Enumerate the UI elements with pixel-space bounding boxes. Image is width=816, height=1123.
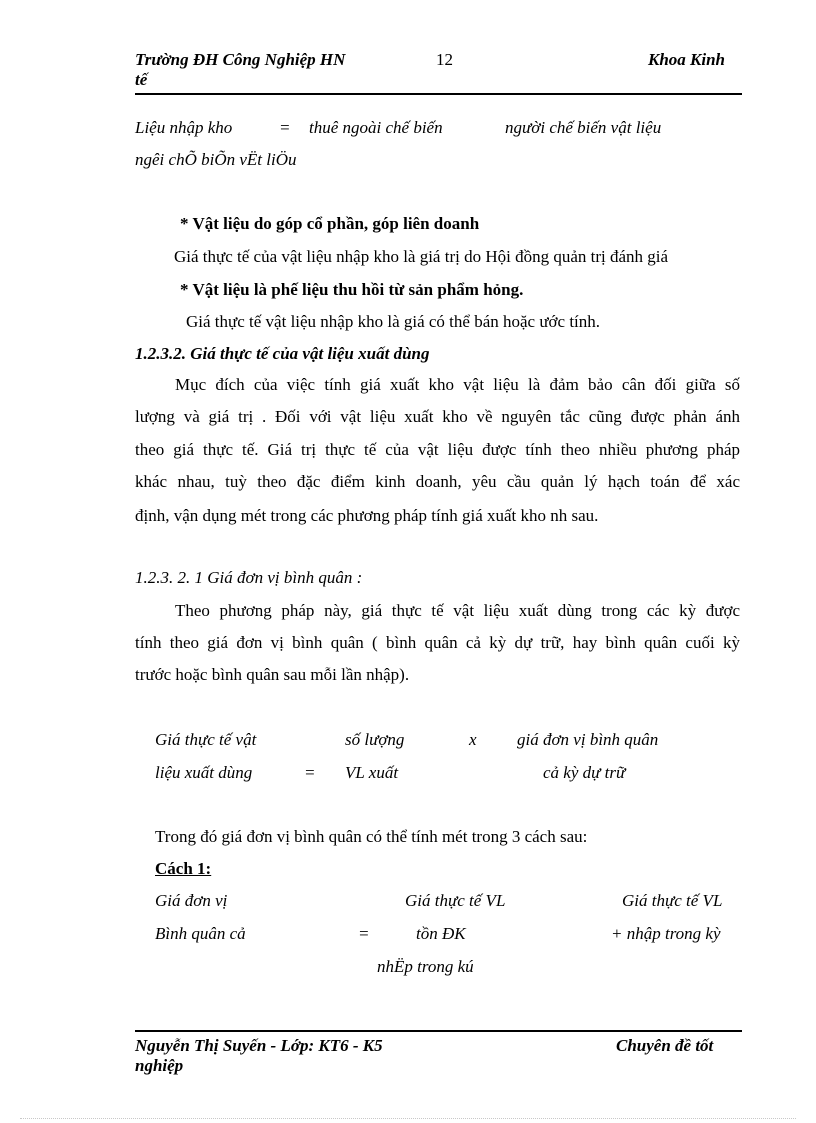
- text-scrap-material: Giá thực tế vật liệu nhập kho là giá có thể bán hoặc ước tính.: [186, 312, 601, 331]
- formula-main-lhs-2: liệu xuất dùng: [155, 763, 253, 782]
- formula-m1-numerator-2: Giá thực tế VL: [622, 891, 723, 910]
- header-faculty: Khoa Kinh: [648, 50, 726, 69]
- formula-m1-lhs-1: Giá đơn vị: [155, 891, 228, 910]
- page-number: 12: [436, 50, 453, 69]
- paragraph-line: Mục đích của việc tính giá xuất kho vật liệu là đảm bảo cân đối giữa số: [175, 375, 740, 394]
- formula-m1-opening-stock: tồn ĐK: [416, 924, 466, 943]
- paragraph-line: Theo phương pháp này, giá thực tế vật liệu xuất dùng trong các kỳ được: [175, 601, 740, 620]
- heading-capital-contribution: * Vật liệu do góp cổ phần, góp liên doanh: [180, 214, 480, 233]
- formula-main-multiply: x: [469, 730, 477, 749]
- formula-main-lhs-1: Giá thực tế vật: [155, 730, 257, 749]
- formula-top-garbled: ngêi chÕ biÕn vËt liÖu: [135, 150, 297, 169]
- paragraph-line: lượng và giá trị . Đối với vật liệu xuất kho về nguyên tắc cũng được phản ánh: [135, 407, 740, 426]
- footer-author-continued: nghiệp: [135, 1056, 184, 1075]
- text-capital-contribution: Giá thực tế của vật liệu nhập kho là giá trị do Hội đồng quản trị đánh giá: [174, 247, 669, 266]
- formula-top-middle: thuê ngoài chế biến: [309, 118, 443, 137]
- section-heading-1-2-3-2: 1.2.3.2. Giá thực tế của vật liệu xuất dùng: [135, 344, 430, 363]
- formula-m1-period-input: + nhập trong kỳ: [611, 924, 721, 943]
- formula-main-quantity: số lượng: [345, 730, 405, 749]
- formula-m1-garbled: nhËp trong kú: [377, 957, 474, 976]
- paragraph-line: tính theo giá đơn vị bình quân ( bình quân cả kỳ dự trữ, hay bình quân cuối kỳ: [135, 633, 740, 652]
- section-heading-average-price: 1.2.3. 2. 1 Giá đơn vị bình quân :: [135, 568, 363, 587]
- methods-intro: Trong đó giá đơn vị bình quân có thể tính mét trong 3 cách sau:: [155, 827, 588, 846]
- header-rule: [135, 93, 742, 95]
- heading-scrap-material: * Vật liệu là phế liệu thu hồi từ sản phẩm hỏng.: [180, 280, 524, 299]
- formula-top-right: người chế biến vật liệu: [505, 118, 662, 137]
- footer-document-type: Chuyên đề tốt: [616, 1036, 714, 1055]
- paragraph-line: theo giá thực tế. Giá trị thực tế của vật liệu được tính theo nhiều phương pháp: [135, 440, 740, 459]
- formula-top-left: Liệu nhập kho: [135, 118, 233, 137]
- formula-top-equals: =: [279, 118, 291, 137]
- formula-main-quantity-2: VL xuất: [345, 763, 399, 782]
- formula-main-equals: =: [304, 763, 316, 782]
- formula-m1-numerator-1: Giá thực tế VL: [405, 891, 506, 910]
- paragraph-line: định, vận dụng mét trong các phương pháp tính giá xuất kho nh sau.: [135, 506, 599, 525]
- formula-m1-equals: =: [358, 924, 370, 943]
- footer-author: Nguyễn Thị Suyến - Lớp: KT6 - K5: [135, 1036, 383, 1055]
- header-school: Trường ĐH Công Nghiệp HN: [135, 50, 346, 69]
- formula-main-unit-price: giá đơn vị bình quân: [517, 730, 659, 749]
- paragraph-line: trước hoặc bình quân sau mỗi lần nhập).: [135, 665, 410, 684]
- method-1-label: Cách 1:: [155, 859, 212, 878]
- footer-rule: [135, 1030, 742, 1032]
- formula-main-unit-price-2: cả kỳ dự trữ: [543, 763, 626, 782]
- formula-m1-lhs-2: Bình quân cả: [155, 924, 246, 943]
- page-edge-divider: [20, 1118, 796, 1119]
- paragraph-line: khác nhau, tuỳ theo đặc điểm kinh doanh, yêu cầu quản lý hạch toán để xác: [135, 472, 740, 491]
- header-school-continued: tế: [135, 70, 148, 89]
